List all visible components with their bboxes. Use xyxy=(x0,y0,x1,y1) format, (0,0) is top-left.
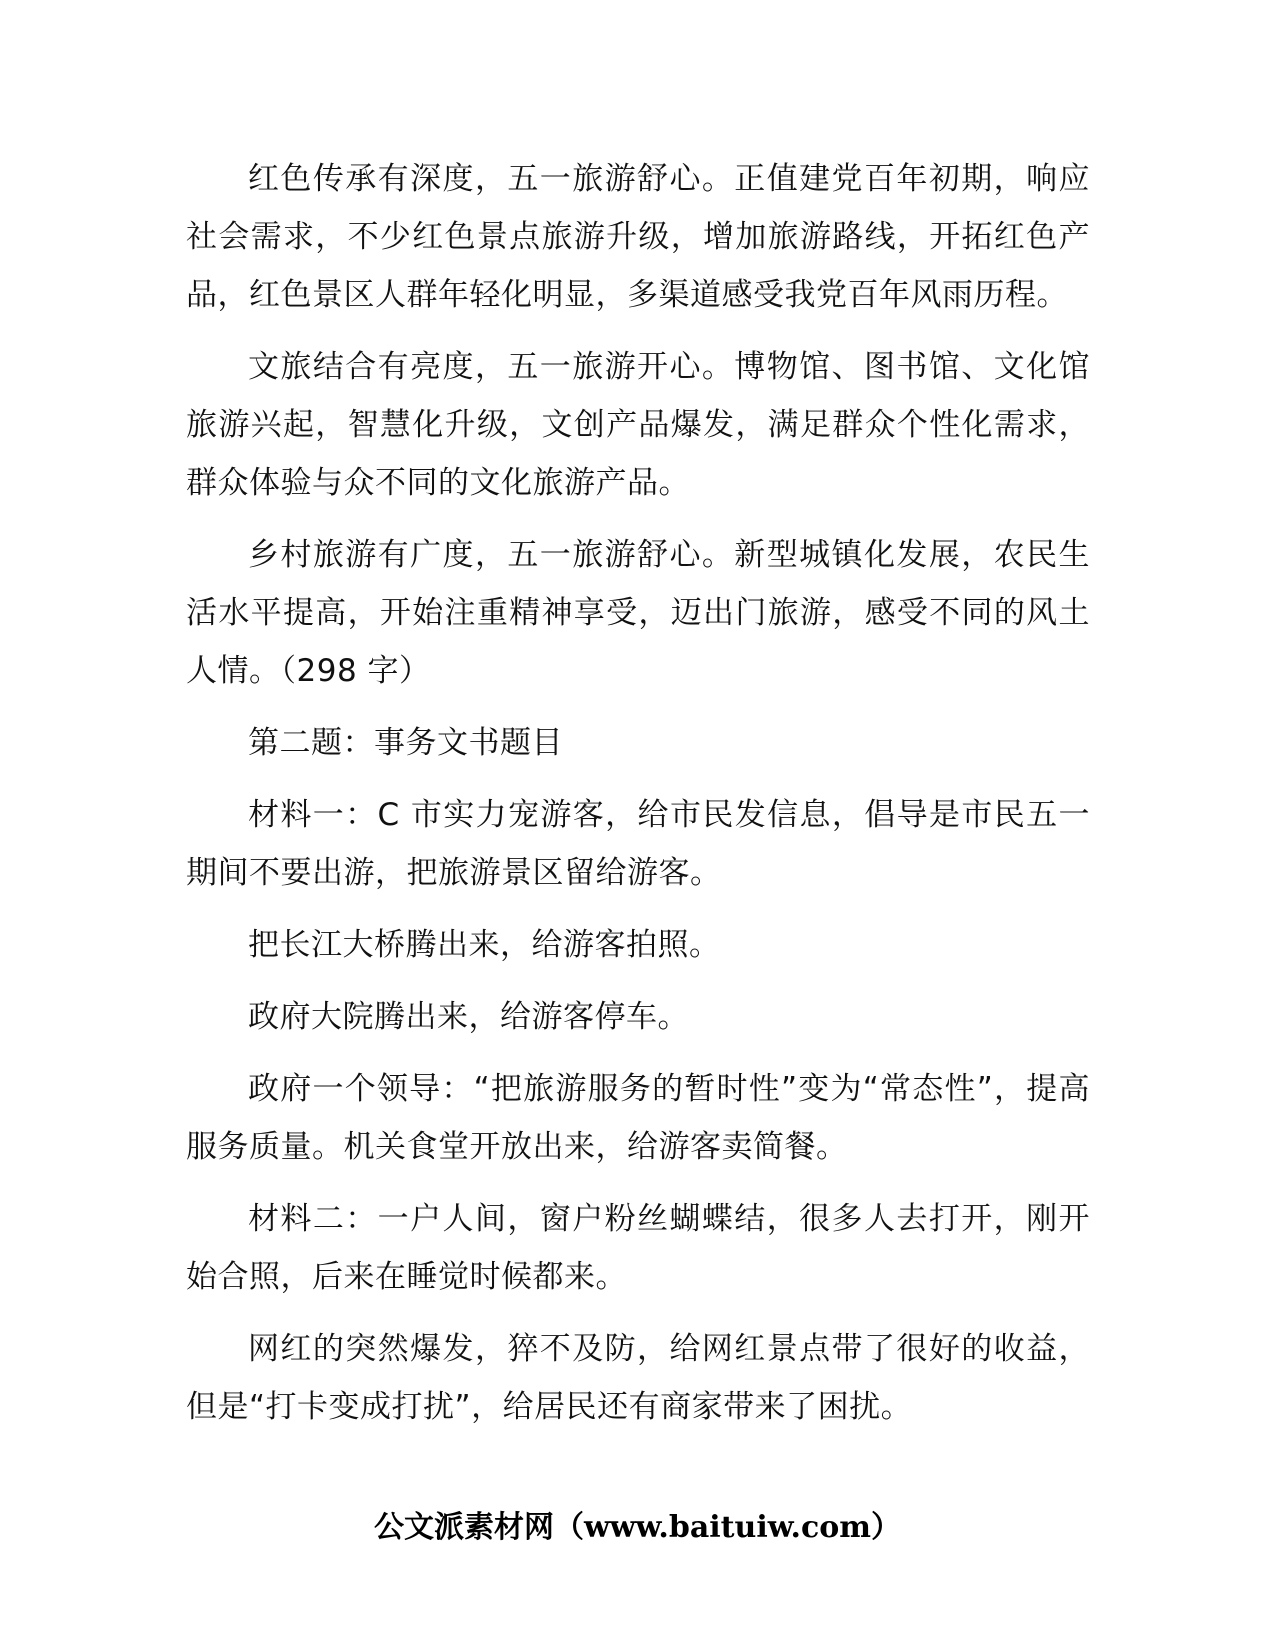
footer-watermark: 公文派素材网（www.baituiw.com） xyxy=(373,1510,902,1545)
document-body xyxy=(186,150,1090,1450)
paragraph-red-tourism: 红色传承有深度，五一旅游舒心。正值建党百年初期，响应社会需求，不少红色景点旅游升级，增加旅游路线，开拓红色产品，红色景区人群年轻化明显，多渠道感受我党百年风雨历程。 xyxy=(186,161,1090,313)
paragraph-culture-tourism: 文旅结合有亮度，五一旅游开心。博物馆、图书馆、文化馆旅游兴起，智慧化升级，文创产品爆发，满足群众个性化需求，群众体验与众不同的文化旅游产品。 xyxy=(186,349,1090,501)
material-one: 材料一：C 市实力宠游客，给市民发信息，倡导是市民五一期间不要出游，把旅游景区留给游客。 xyxy=(186,797,1090,891)
material-one-parking: 政府大院腾出来，给游客停车。 xyxy=(248,999,689,1035)
material-two-influencer: 网红的突然爆发，猝不及防，给网红景点带了很好的收益，但是“打卡变成打扰”，给居民还有商家带来了困扰。 xyxy=(186,1331,1090,1425)
material-one-leader: 政府一个领导：“把旅游服务的暂时性”变为“常态性”，提高服务质量。机关食堂开放出来，给游客卖简餐。 xyxy=(186,1071,1090,1165)
material-two: 材料二：一户人间，窗户粉丝蝴蝶结，很多人去打开，刚开始合照，后来在睡觉时候都来。 xyxy=(186,1201,1090,1295)
paragraph-rural-tourism: 乡村旅游有广度，五一旅游舒心。新型城镇化发展，农民生活水平提高，开始注重精神享受，迈出门旅游，感受不同的风土人情。（298 字） xyxy=(186,537,1090,689)
question-two-heading: 第二题：事务文书题目 xyxy=(248,725,563,761)
material-one-bridge: 把长江大桥腾出来，给游客拍照。 xyxy=(248,927,721,963)
